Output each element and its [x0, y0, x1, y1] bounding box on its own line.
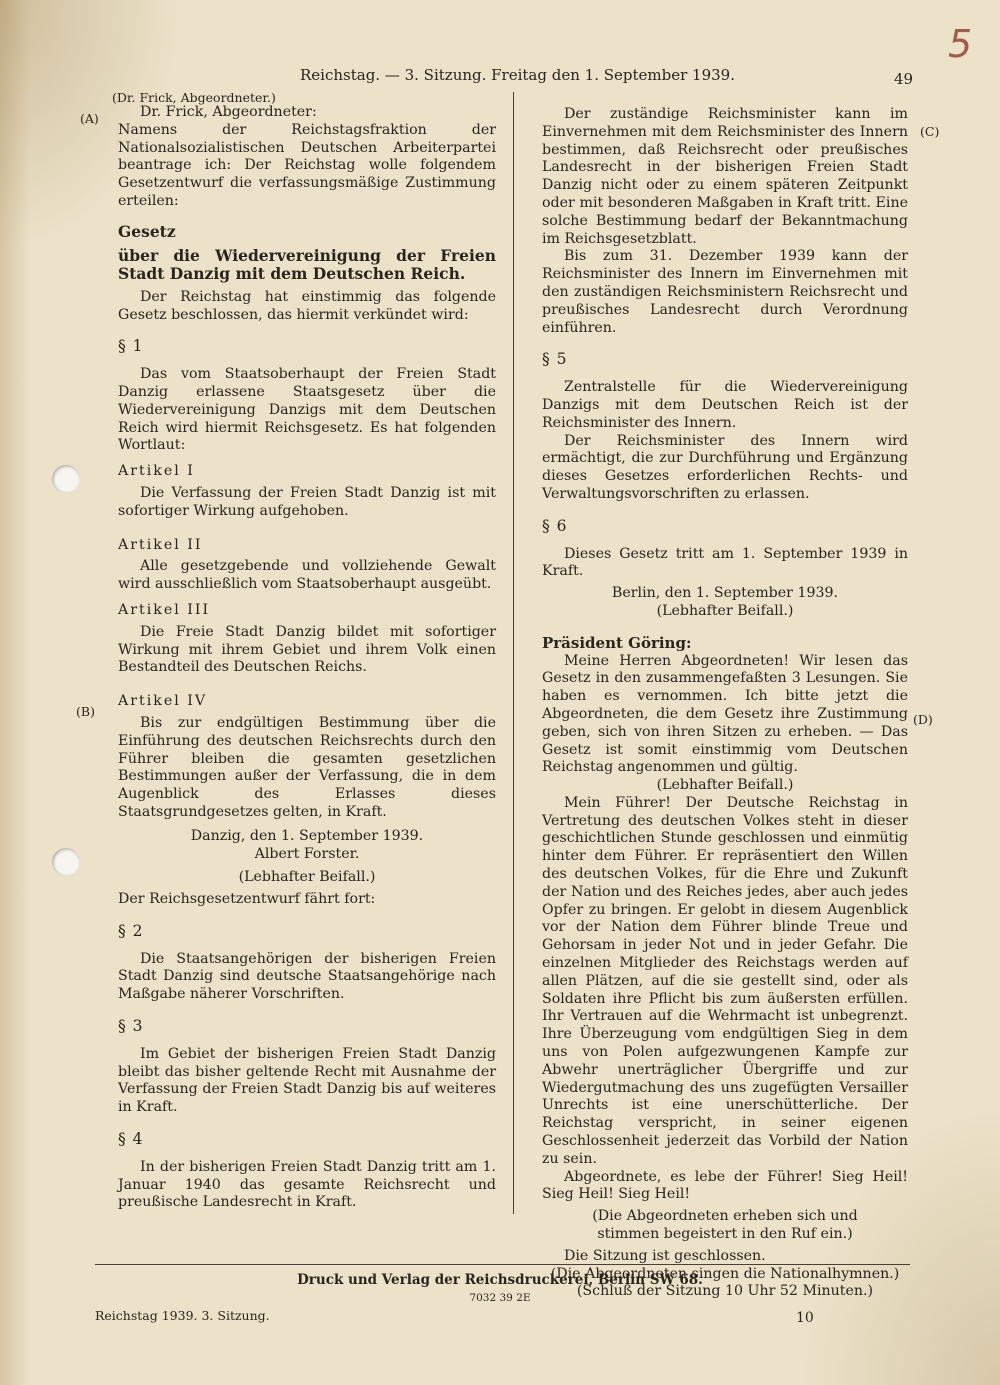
applause-note: (Lebhafter Beifall.)	[656, 602, 794, 619]
applause-note: (Lebhafter Beifall.)	[238, 869, 376, 886]
applause-note: (Lebhafter Beifall.)	[656, 777, 794, 794]
margin-mark-d: (D)	[913, 712, 933, 727]
paragraph: Der Reichsminister des Innern wird ermächtigt, die zur Durchführung und Ergänzung dieses Gesetzes erforderlichen Rechts- und Verwaltungsvorschriften zu erlassen.	[542, 432, 908, 502]
article-heading: Artikel IV	[118, 693, 208, 710]
paragraph: In der bisherigen Freien Stadt Danzig tritt am 1. Januar 1940 das gesamte Reichsrecht und preußische Landesrecht in Kraft.	[118, 1158, 496, 1211]
paragraph: Alle gesetzgebende und vollziehende Gewalt wird ausschließlich vom Staatsoberhaupt ausgeübt.	[118, 558, 496, 593]
punch-hole-lower	[52, 848, 80, 876]
pencil-mark: 5	[948, 22, 973, 66]
law-subtitle: über die Wiedervereinigung der Freien Stadt Danzig mit dem Deutschen Reich.	[118, 245, 496, 283]
footer-rule	[95, 1264, 910, 1265]
margin-mark-b: (B)	[76, 704, 95, 719]
paragraph: Meine Herren Abgeordneten! Wir lesen das Gesetz in den zusammengefaßten 3 Lesungen. Sie haben es vernommen. Ich bitte jetzt die Abgeordneten, die dem Gesetz ihre Zustimmung geben, sich von ihren Sitzen zu erheben. — Das Gesetz ist somit einstimmig vom Deutschen Reichstag angenommen und gültig.	[542, 652, 908, 776]
paragraph: Im Gebiet der bisherigen Freien Stadt Danzig bleibt das bisher geltende Recht mit Ausnahme der Verfassung der Freien Stadt Danzig bis auf weiteres in Kraft.	[118, 1045, 496, 1116]
paragraph: Der zuständige Reichsminister kann im Einvernehmen mit dem Reichsminister des Innern bestimmen, daß Reichsrecht oder preußisches Landesrecht in der bisherigen Freien Stadt Danzig nicht oder zu einem späteren Zeitpunkt oder mit besonderen Maßgaben in Kraft tritt. Eine solche Bestimmung bedarf der Bekanntmachung im Reichsgesetzblatt.	[542, 106, 908, 247]
footer-session: Reichstag 1939. 3. Sitzung.	[95, 1308, 270, 1323]
column-divider	[513, 92, 514, 1214]
page-number: 49	[894, 70, 914, 88]
article-heading: Artikel III	[118, 601, 211, 618]
left-column	[118, 104, 496, 1212]
section-heading: § 1	[118, 337, 144, 356]
law-title: Gesetz	[118, 221, 176, 241]
print-code: 7032 39 2E	[469, 1292, 531, 1304]
paragraph: Die Staatsangehörigen der bisherigen Freien Stadt Danzig sind deutsche Staatsangehörige nach Maßgabe näherer Vorschriften.	[118, 950, 496, 1003]
paragraph: Dieses Gesetz tritt am 1. September 1939 in Kraft.	[542, 545, 908, 580]
paragraph: Bis zum 31. Dezember 1939 kann der Reichsminister des Innern im Einvernehmen mit den zuständigen Reichsministern Reichsrecht und preußisches Landesrecht durch Verordnung einführen.	[542, 248, 908, 336]
paragraph: Mein Führer! Der Deutsche Reichstag in Vertretung des deutschen Volkes steht in dieser geschichtlichen Stunde geschlossen und einmütig hinter dem Führer. Er repräsentiert den Willen des deutschen Volkes, für die Ehre und Zukunft der Nation und des Reiches jedes, aber auch jedes Opfer zu bringen. Er gelobt in diesem Augenblick vor der Nation dem Führer blinde Treue und Gehorsam in jeder Not und in jeder Gefahr. Die einzelnen Mitglieder des Reichstags werden auf allen Plätzen, auf die sie gestellt sind, oder als Soldaten ihre Pflicht bis zum äußersten erfüllen. Ihr Vertrauen auf die Wehrmacht ist unbegrenzt. Ihre Überzeugung vom endgültigen Sieg in dem uns von Polen aufgezwungenen Kampfe zur Abwehr unerträglicher Übergriffe und zur Wiedergutmachung des uns zugefügten Versailler Unrechts ist eine unerschütterliche. Der Reichstag verspricht, in seiner eigenen Geschlossenheit jederzeit das Vorbild der Nation zu sein.	[542, 794, 908, 1167]
section-heading: § 3	[118, 1017, 144, 1036]
stage-note: (Die Abgeordneten singen die Nationalhymnen.)	[550, 1265, 900, 1282]
article-heading: Artikel I	[118, 463, 195, 480]
paragraph: Der Reichstag hat einstimmig das folgende Gesetz beschlossen, das hiermit verkündet wird:	[118, 288, 496, 323]
stage-note: (Schluß der Sitzung 10 Uhr 52 Minuten.)	[576, 1283, 874, 1300]
signature-name: Albert Forster.	[254, 845, 360, 862]
margin-mark-c: (C)	[920, 124, 940, 139]
speaker-heading: Dr. Frick, Abgeordneter:	[140, 104, 317, 120]
paragraph: Abgeordnete, es lebe der Führer! Sieg Heil! Sieg Heil! Sieg Heil!	[542, 1168, 908, 1203]
section-heading: § 4	[118, 1130, 144, 1149]
margin-mark-a: (A)	[80, 111, 99, 126]
paragraph: Die Verfassung der Freien Stadt Danzig ist mit sofortiger Wirkung aufgehoben.	[118, 484, 496, 519]
right-column	[542, 106, 908, 1301]
article-heading: Artikel II	[118, 536, 203, 553]
paragraph: Die Sitzung ist geschlossen.	[564, 1247, 766, 1264]
section-heading: § 5	[542, 350, 568, 369]
paragraph: Namens der Reichstagsfraktion der Nationalsozialistischen Deutschen Arbeiterpartei beantrage ich: Der Reichstag wolle folgendem Gesetzentwurf die verfassungsmäßige Zustimmung erteilen:	[118, 121, 496, 209]
paragraph: Das vom Staatsoberhaupt der Freien Stadt Danzig erlassene Staatsgesetz über die Wiedervereinigung Danzigs mit dem Deutschen Reich wird hiermit Reichsgesetz. Es hat folgenden Wortlaut:	[118, 366, 496, 454]
paragraph: Zentralstelle für die Wiedervereinigung Danzigs mit dem Deutschen Reich ist der Reichsminister des Innern.	[542, 379, 908, 431]
punch-hole-upper	[52, 465, 80, 493]
stage-note: (Die Abgeordneten erheben sich und stimmen begeistert in den Ruf ein.)	[592, 1208, 858, 1243]
paragraph: Der Reichsgesetzentwurf fährt fort:	[118, 891, 376, 908]
place-date: Danzig, den 1. September 1939.	[190, 827, 424, 844]
paragraph: Bis zur endgültigen Bestimmung über die Einführung des deutschen Reichsrechts durch den Führer bleiben die gesamten gesetzlichen Bestimmungen außer der Verfassung, die in dem Augenblick des Erlasses dieses Staatsgrundgesetzes gelten, in Kraft.	[118, 714, 496, 820]
speaker-reference: (Dr. Frick, Abgeordneter.)	[112, 90, 276, 105]
paragraph: Die Freie Stadt Danzig bildet mit sofortiger Wirkung mit ihrem Gebiet und ihrem Volk einen Bestandteil des Deutschen Reichs.	[118, 623, 496, 676]
running-head: Reichstag. — 3. Sitzung. Freitag den 1. September 1939.	[300, 66, 735, 84]
printer-line: Druck und Verlag der Reichsdruckerei, Berlin SW 68.	[297, 1272, 703, 1288]
section-heading: § 2	[118, 921, 144, 940]
speaker-heading: Präsident Göring:	[542, 633, 692, 652]
section-heading: § 6	[542, 516, 568, 535]
sheet-number: 10	[796, 1310, 814, 1326]
place-date: Berlin, den 1. September 1939.	[611, 585, 839, 602]
